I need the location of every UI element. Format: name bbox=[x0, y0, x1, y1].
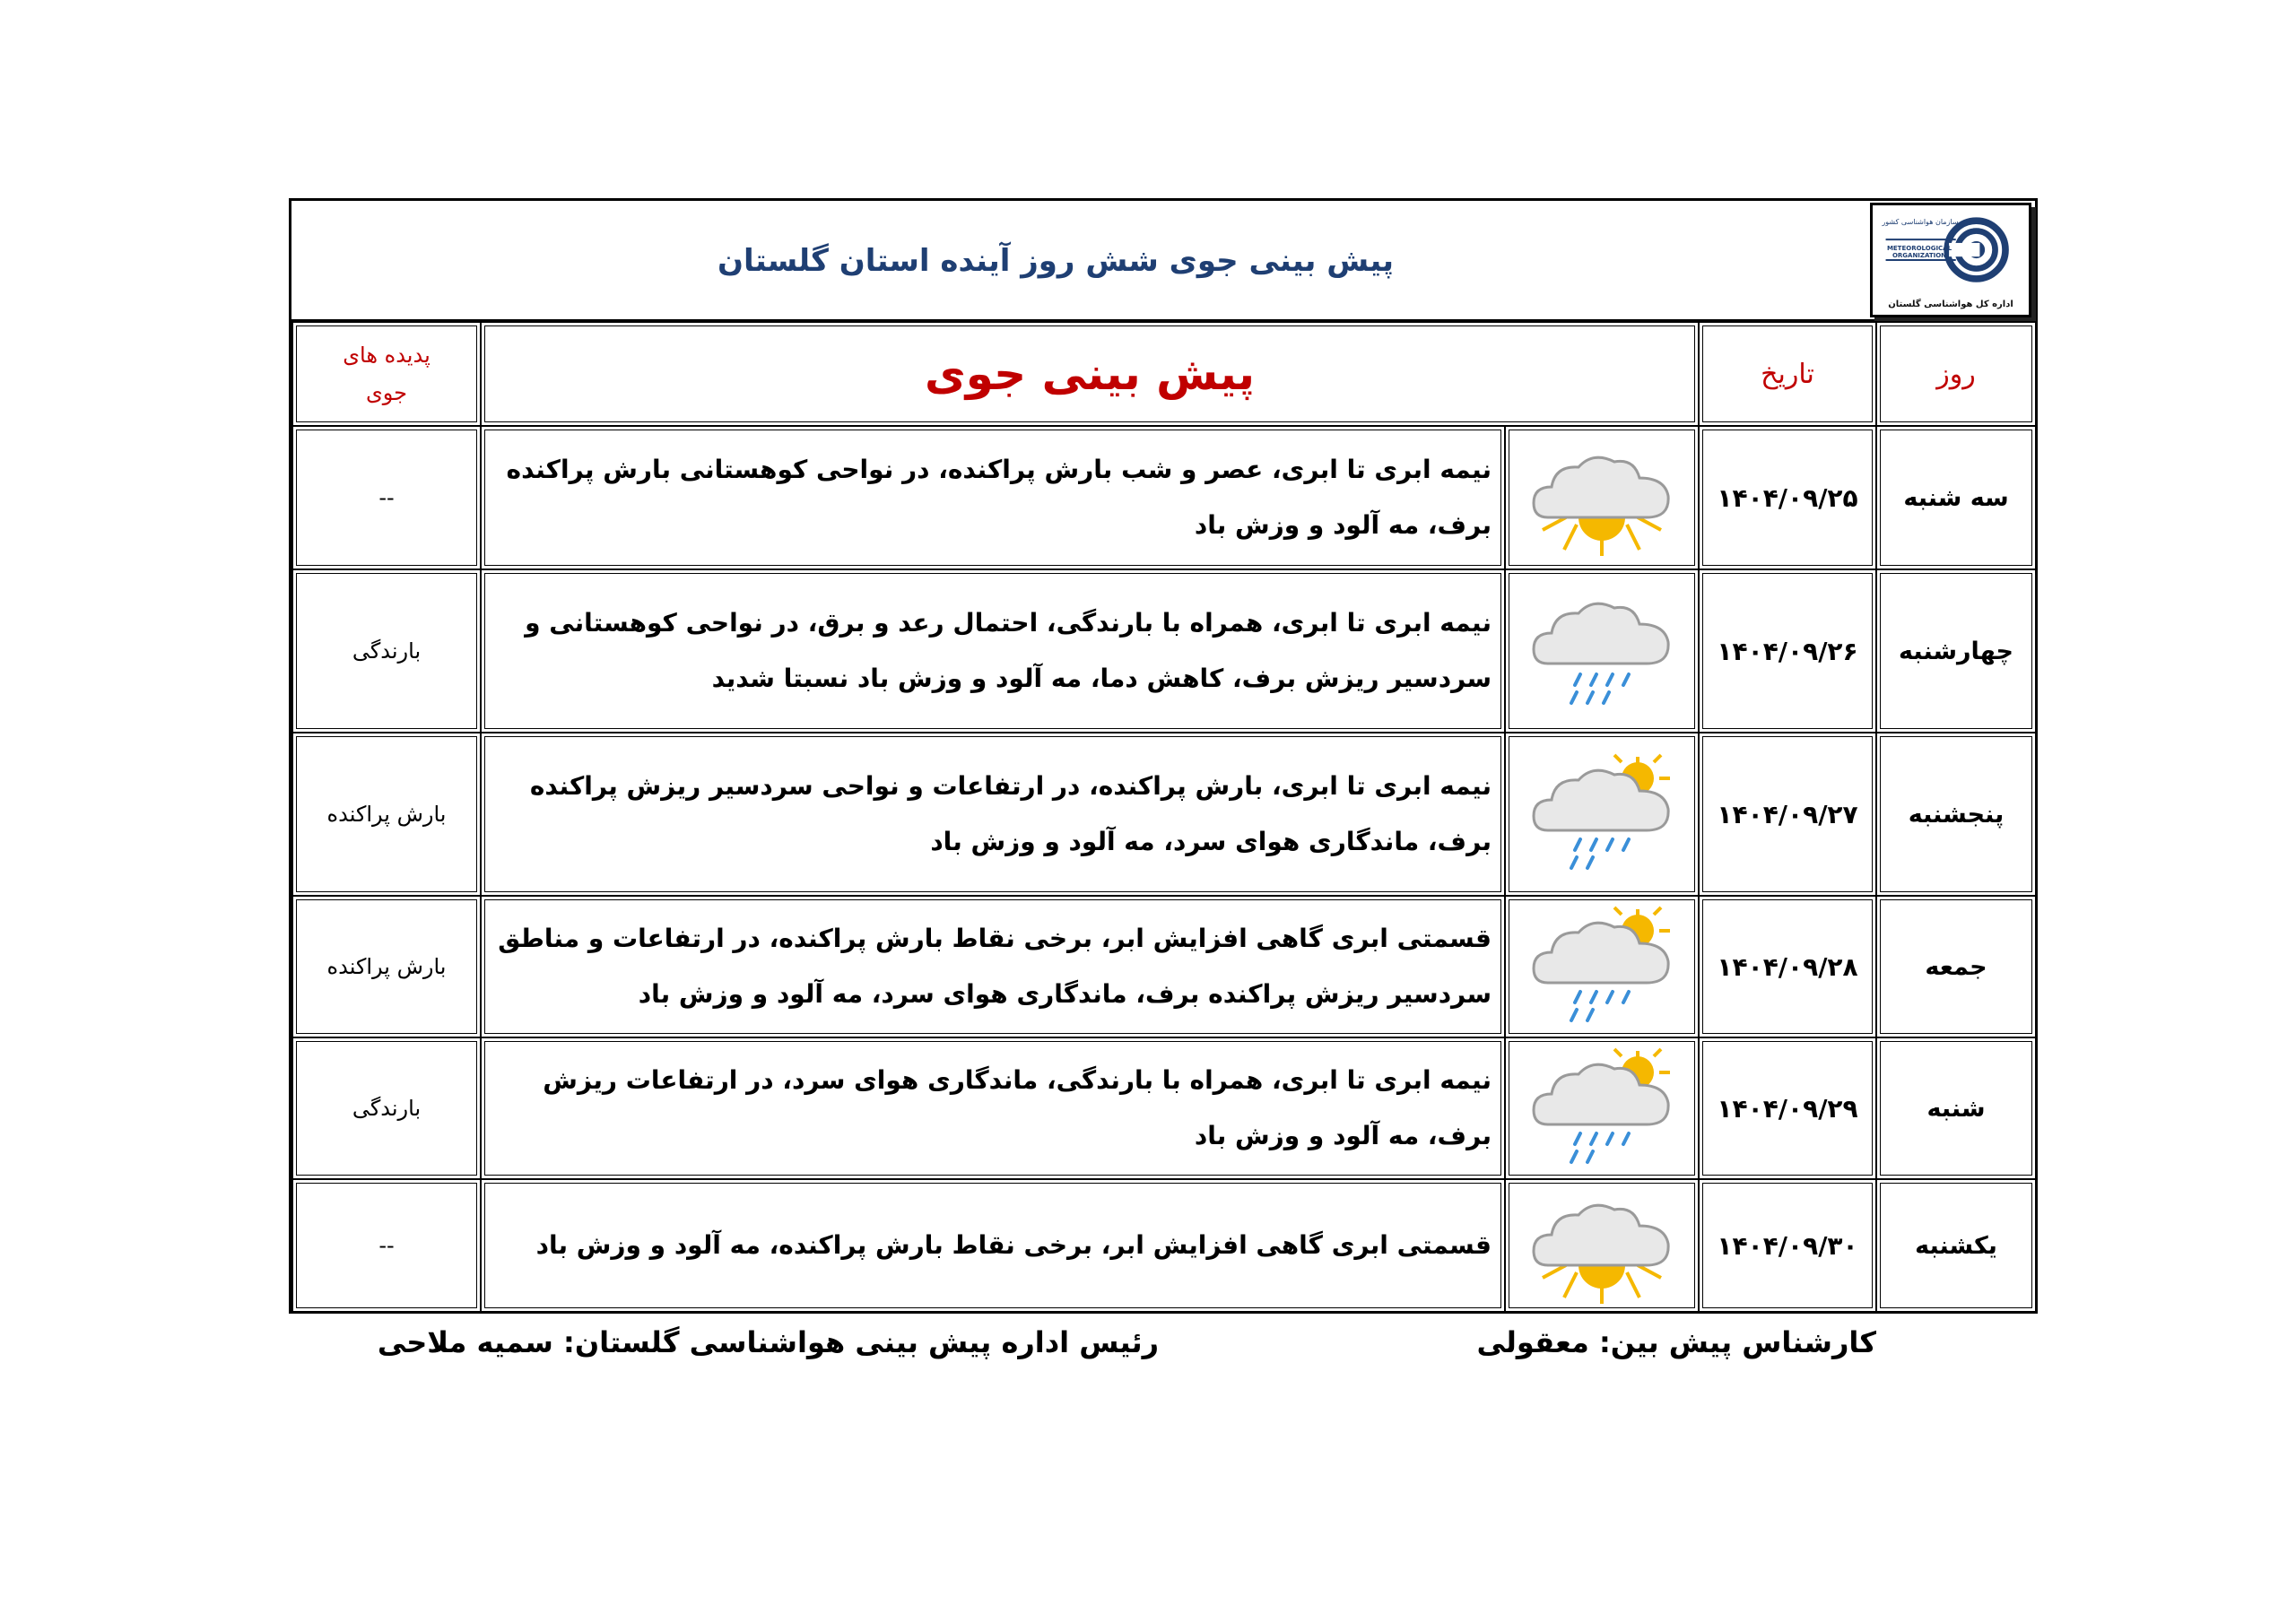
page-title: پیش بینی جوی شش روز آینده استان گلستان bbox=[718, 243, 1394, 279]
forecaster-name: کارشناس پیش بین: معقولی bbox=[1476, 1325, 1876, 1359]
sun-cloud-rain-icon bbox=[1521, 751, 1683, 877]
title-row bbox=[291, 201, 2035, 321]
table-row bbox=[292, 569, 2036, 733]
logo-top-text: سازمان هواشناسی کشور bbox=[1882, 218, 1959, 226]
row-icon-cell bbox=[1505, 896, 1699, 1037]
table-row bbox=[292, 896, 2036, 1037]
sun-cloud-rain-icon bbox=[1521, 1046, 1683, 1171]
row-day: سه شنبه bbox=[1876, 426, 2036, 569]
row-icon-cell bbox=[1505, 1037, 1699, 1179]
row-date: ۱۴۰۴/۰۹/۲۷ bbox=[1699, 733, 1876, 896]
row-phenomena: بارندگی bbox=[292, 569, 481, 733]
logo-org-text: METEOROLOGICAL ORGANIZATION bbox=[1886, 245, 1952, 259]
table-row bbox=[292, 1179, 2036, 1312]
row-date: ۱۴۰۴/۰۹/۲۵ bbox=[1699, 426, 1876, 569]
row-day: شنبه bbox=[1876, 1037, 2036, 1179]
row-phenomena: -- bbox=[292, 426, 481, 569]
footer bbox=[289, 1325, 2038, 1379]
header-phenomena-line1: پدیده های bbox=[343, 343, 430, 368]
row-icon-cell bbox=[1505, 569, 1699, 733]
row-forecast: نیمه ابری تا ابری، بارش پراکنده، در ارتفاعات و نواحی سردسیر ریزش پراکنده برف، ماندگاری هوای سرد، مه آلود و وزش باد bbox=[481, 733, 1505, 896]
row-icon-cell bbox=[1505, 426, 1699, 569]
cloud-rain-icon bbox=[1521, 588, 1683, 714]
forecast-table bbox=[291, 321, 2037, 1313]
row-forecast: نیمه ابری تا ابری، همراه با بارندگی، ماندگاری هوای سرد، در ارتفاعات ریزش برف، مه آلود و وزش باد bbox=[481, 1037, 1505, 1179]
cloud-sun-below-icon bbox=[1521, 435, 1683, 560]
row-icon-cell bbox=[1505, 733, 1699, 896]
header-day: روز bbox=[1876, 322, 2036, 426]
table-row bbox=[292, 733, 2036, 896]
row-phenomena: بارش پراکنده bbox=[292, 896, 481, 1037]
row-phenomena: -- bbox=[292, 1179, 481, 1312]
header-date: تاریخ bbox=[1699, 322, 1876, 426]
row-date: ۱۴۰۴/۰۹/۲۸ bbox=[1699, 896, 1876, 1037]
row-day: پنجشنبه bbox=[1876, 733, 2036, 896]
header-forecast: پیش بینی جوی bbox=[481, 322, 1699, 426]
table-row bbox=[292, 1037, 2036, 1179]
row-date: ۱۴۰۴/۰۹/۲۹ bbox=[1699, 1037, 1876, 1179]
head-of-office-name: رئیس اداره پیش بینی هواشناسی گلستان: سمیه ملاحی bbox=[377, 1325, 1159, 1359]
row-icon-cell bbox=[1505, 1179, 1699, 1312]
header-phenomena bbox=[292, 322, 481, 426]
sun-cloud-rain-icon bbox=[1521, 904, 1683, 1029]
row-day: یکشنبه bbox=[1876, 1179, 2036, 1312]
forecast-sheet bbox=[289, 198, 2038, 1314]
organization-logo bbox=[1870, 203, 2031, 317]
row-phenomena: بارش پراکنده bbox=[292, 733, 481, 896]
row-date: ۱۴۰۴/۰۹/۳۰ bbox=[1699, 1179, 1876, 1312]
logo-bottom-text: اداره کل هواشناسی گلستان bbox=[1888, 299, 2013, 309]
row-date: ۱۴۰۴/۰۹/۲۶ bbox=[1699, 569, 1876, 733]
row-phenomena: بارندگی bbox=[292, 1037, 481, 1179]
row-day: چهارشنبه bbox=[1876, 569, 2036, 733]
row-forecast: قسمتی ابری گاهی افزایش ابر، برخی نقاط بارش پراکنده، مه آلود و وزش باد bbox=[481, 1179, 1505, 1312]
row-forecast: نیمه ابری تا ابری، همراه با بارندگی، احتمال رعد و برق، در نواحی کوهستانی و سردسیر ریزش برف، کاهش دما، مه آلود و وزش باد نسبتا شدید bbox=[481, 569, 1505, 733]
header-phenomena-line2: جوی bbox=[365, 380, 408, 405]
table-row bbox=[292, 426, 2036, 569]
row-day: جمعه bbox=[1876, 896, 2036, 1037]
table-header-row bbox=[292, 322, 2036, 426]
cloud-sun-below-icon bbox=[1521, 1183, 1683, 1308]
row-forecast: نیمه ابری تا ابری، عصر و شب بارش پراکنده، در نواحی کوهستانی بارش پراکنده برف، مه آلود و وزش باد bbox=[481, 426, 1505, 569]
row-forecast: قسمتی ابری گاهی افزایش ابر، برخی نقاط بارش پراکنده، در ارتفاعات و مناطق سردسیر ریزش پراکنده برف، ماندگاری هوای سرد، مه آلود و وزش باد bbox=[481, 896, 1505, 1037]
